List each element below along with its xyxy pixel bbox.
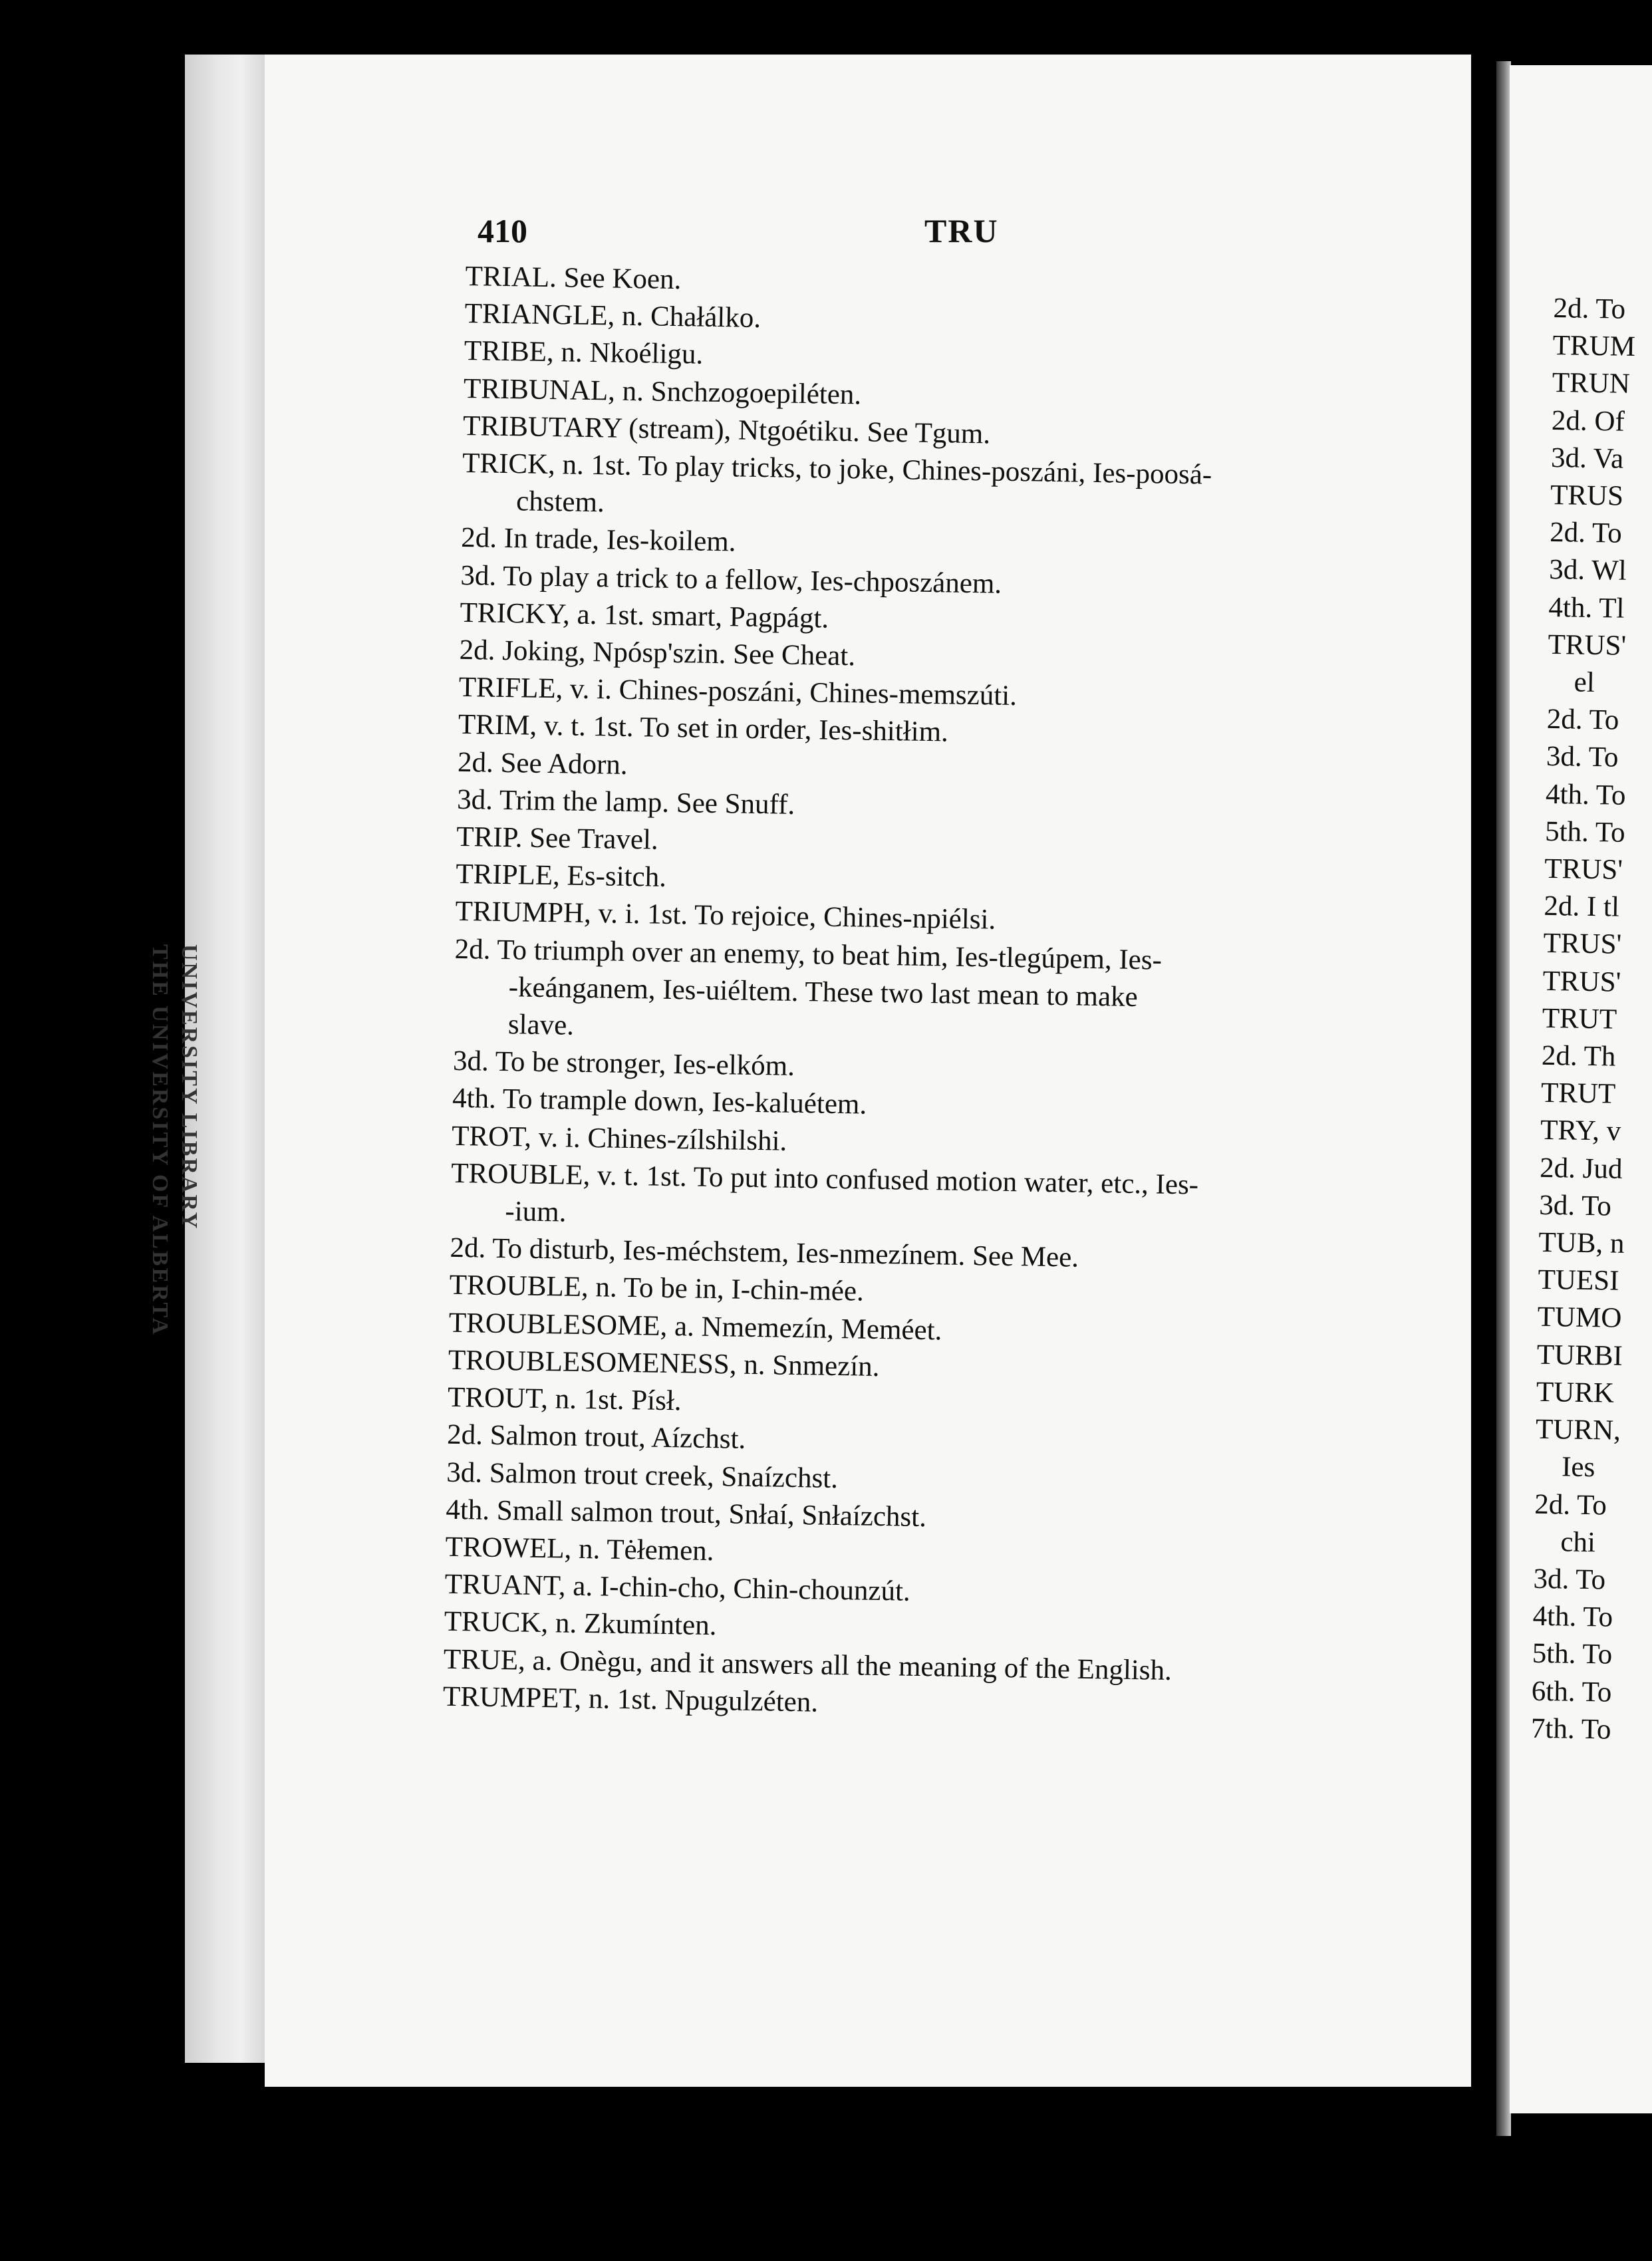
right-page-line: TURK <box>1536 1376 1615 1409</box>
right-page-line: el <box>1574 666 1595 699</box>
dictionary-entry: TROT, v. i. Chines-zílshilshi. <box>451 1120 787 1157</box>
right-page-line: TRUT <box>1542 1002 1617 1035</box>
right-page-line: Ies <box>1561 1451 1595 1484</box>
dictionary-entry: 3d. To be stronger, Ies-elkóm. <box>452 1045 795 1083</box>
dictionary-entry: 2d. To disturb, Ies-méchstem, Ies-nmezínem. See Mee. <box>450 1232 1079 1273</box>
right-page-line: TRUS' <box>1542 965 1621 998</box>
right-page-line: TRUS' <box>1543 928 1622 961</box>
dictionary-entry: 3d. Salmon trout creek, Snaízchst. <box>446 1456 839 1494</box>
library-stamp-line-2: THE UNIVERSITY OF ALBERTA <box>148 944 172 1337</box>
right-page-line: 2d. I tl <box>1544 890 1620 923</box>
dictionary-entry: 3d. Trim the lamp. See Snuff. <box>456 783 795 821</box>
library-stamp-line-1: UNIVERSITY LIBRARY <box>177 944 202 1231</box>
dictionary-entry: chstem. <box>515 485 605 519</box>
right-page-line: 3d. Va <box>1550 442 1624 475</box>
right-page-line: 3d. Wl <box>1549 554 1627 587</box>
right-page-line: TURN, <box>1535 1413 1621 1446</box>
dictionary-entry: TRUANT, a. I-chin-cho, Chin-chounzút. <box>444 1568 911 1607</box>
dictionary-entry: 2d. See Adorn. <box>457 746 628 781</box>
dictionary-entry: TRIANGLE, n. Chałálko. <box>464 298 761 334</box>
dictionary-entry: TROUBLESOME, a. Nmemezín, Meméet. <box>448 1307 942 1347</box>
right-page-line: TRUS <box>1550 479 1624 512</box>
right-page-line: 2d. Jud <box>1539 1152 1623 1185</box>
right-page-line: 2d. To <box>1546 704 1619 736</box>
dictionary-entry: -ium. <box>505 1196 567 1228</box>
right-page-line: 2d. Of <box>1551 404 1625 438</box>
right-page-line: 7th. To <box>1530 1712 1611 1746</box>
right-page-line: 4th. To <box>1532 1600 1613 1633</box>
dictionary-entry: 2d. In trade, Ies-koilem. <box>461 522 736 558</box>
right-page-line: 6th. To <box>1531 1675 1612 1708</box>
dictionary-entry: -keánganem, Ies-uiéltem. These two last mean to make <box>508 972 1139 1013</box>
dictionary-entry: 3d. To play a trick to a fellow, Ies-chposzánem. <box>460 559 1002 600</box>
dictionary-entry: TROUBLE, v. t. 1st. To put into confused motion water, etc., Ies- <box>451 1157 1199 1201</box>
right-page <box>1510 65 1652 2113</box>
dictionary-entry: TROUBLESOMENESS, n. Snmezín. <box>448 1344 880 1383</box>
right-page-line: TRUS' <box>1544 853 1623 886</box>
right-page-line: 2d. Th <box>1541 1039 1616 1073</box>
page-header <box>478 211 1409 251</box>
dictionary-entry: TROUBLE, n. To be in, I-chin-mée. <box>449 1269 865 1308</box>
dictionary-entry: TRUE, a. Onègu, and it answers all the meaning of the English. <box>443 1643 1172 1686</box>
dictionary-entry: TRICKY, a. 1st. smart, Pagpágt. <box>460 597 829 634</box>
right-page-line: TUESI <box>1538 1264 1619 1297</box>
right-page-fragments <box>1531 290 1652 1750</box>
dictionary-entry: slave. <box>507 1009 575 1041</box>
library-stamp <box>145 944 204 1543</box>
right-page-line: chi <box>1560 1526 1596 1558</box>
dictionary-entry: TRIP. See Travel. <box>456 821 659 856</box>
right-page-line: 5th. To <box>1532 1638 1613 1670</box>
page-fold <box>1496 61 1511 2136</box>
dictionary-entry: TRUMPET, n. 1st. Npugulzéten. <box>442 1680 819 1718</box>
right-page-line: 3d. To <box>1533 1563 1606 1596</box>
right-page-line: TURBI <box>1536 1339 1623 1372</box>
dictionary-entry: TROUT, n. 1st. Písł. <box>447 1381 682 1417</box>
dictionary-entry: TROWEL, n. Tėłemen. <box>445 1531 714 1567</box>
right-page-line: 2d. To <box>1549 517 1623 549</box>
right-page-line: TRUM <box>1552 330 1636 363</box>
dictionary-entry: TRIBE, n. Nkoéligu. <box>464 335 704 371</box>
dictionary-entry: 2d. To triumph over an enemy, to beat him, Ies-tlegúpem, Ies- <box>454 933 1163 976</box>
right-page-line: 5th. To <box>1544 815 1626 849</box>
right-page-line: 4th. Tl <box>1548 591 1625 624</box>
right-page-line: TUB, n <box>1538 1226 1625 1260</box>
right-page-line: TRY, v <box>1540 1115 1621 1148</box>
dictionary-entry: TRICK, n. 1st. To play tricks, to joke, Chines-poszáni, Ies-poosá- <box>462 447 1212 491</box>
dictionary-entry: 4th. To trample down, Ies-kaluétem. <box>452 1083 867 1121</box>
right-page-line: 2d. To <box>1553 292 1626 325</box>
right-page-line: 4th. To <box>1545 778 1626 811</box>
dictionary-entry: TRIFLE, v. i. Chines-poszáni, Chines-memszúti. <box>458 672 1018 712</box>
page-number: 410 <box>478 212 527 249</box>
dictionary-entry: TRIPLE, Es-sitch. <box>456 859 667 894</box>
dictionary-entry: 2d. Joking, Npósp'szin. See Cheat. <box>459 634 856 672</box>
dictionary-entry: TRIM, v. t. 1st. To set in order, Ies-shitłim. <box>458 709 949 748</box>
dictionary-entry: TRIAL. See Koen. <box>465 260 682 296</box>
dictionary-entry: TRUCK, n. Zkumínten. <box>444 1606 717 1642</box>
right-page-line: 2d. To <box>1534 1488 1607 1521</box>
right-page-line: 3d. To <box>1539 1189 1612 1222</box>
right-page-line: TUMO <box>1537 1301 1622 1335</box>
right-page-line: TRUS' <box>1548 628 1627 662</box>
dictionary-entry: TRIBUTARY (stream), Ntgoétiku. See Tgum. <box>462 410 991 450</box>
running-head: TRU <box>924 212 999 249</box>
right-page-line: TRUN <box>1552 367 1631 400</box>
dictionary-entry: TRIBUNAL, n. Snchzogoepiléten. <box>463 372 862 410</box>
dictionary-entry: 4th. Small salmon trout, Snłaí, Snłaízchst. <box>446 1494 927 1533</box>
dictionary-entry: TRIUMPH, v. i. 1st. To rejoice, Chines-npiélsi. <box>455 896 996 936</box>
dictionary-entries <box>443 258 1450 1731</box>
dictionary-entry: 2d. Salmon trout, Aízchst. <box>446 1419 746 1456</box>
right-page-line: TRUT <box>1540 1077 1616 1110</box>
right-page-line: 3d. To <box>1546 741 1619 774</box>
